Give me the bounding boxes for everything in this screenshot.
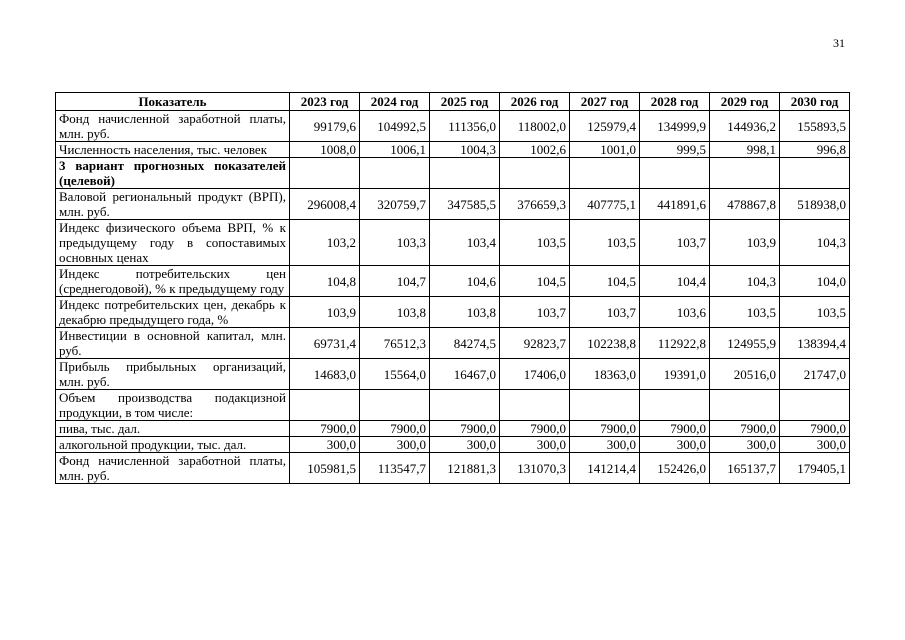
value-cell: 92823,7 [500,328,570,359]
table-row [56,421,850,437]
value-cell: 407775,1 [570,189,640,220]
value-cell [780,158,850,189]
value-cell: 7900,0 [710,421,780,437]
value-cell: 84274,5 [430,328,500,359]
value-cell: 1004,3 [430,142,500,158]
table-body [56,111,850,484]
value-cell: 999,5 [640,142,710,158]
value-cell: 998,1 [710,142,780,158]
value-cell: 103,7 [570,297,640,328]
table-header [56,93,850,111]
column-header-year: 2025 год [430,93,500,111]
value-cell: 478867,8 [710,189,780,220]
value-cell: 103,5 [570,220,640,266]
value-cell: 7900,0 [360,421,430,437]
value-cell: 21747,0 [780,359,850,390]
value-cell: 518938,0 [780,189,850,220]
value-cell: 134999,9 [640,111,710,142]
row-label: Фонд начисленной заработной платы, млн. руб. [56,453,290,484]
value-cell [360,390,430,421]
value-cell: 103,5 [500,220,570,266]
value-cell: 104,5 [500,266,570,297]
row-label: Фонд начисленной заработной платы, млн. руб. [56,111,290,142]
value-cell: 300,0 [290,437,360,453]
column-header-year: 2028 год [640,93,710,111]
table-row [56,220,850,266]
value-cell: 76512,3 [360,328,430,359]
value-cell: 16467,0 [430,359,500,390]
value-cell [500,158,570,189]
row-label: 3 вариант прогнозных показателей (целевой) [56,158,290,189]
table-row [56,297,850,328]
value-cell: 7900,0 [640,421,710,437]
column-header-year: 2023 год [290,93,360,111]
value-cell [640,390,710,421]
value-cell: 104,7 [360,266,430,297]
value-cell: 152426,0 [640,453,710,484]
value-cell: 104,8 [290,266,360,297]
value-cell: 104,3 [780,220,850,266]
value-cell: 103,7 [500,297,570,328]
column-header-year: 2029 год [710,93,780,111]
value-cell: 105981,5 [290,453,360,484]
value-cell: 300,0 [500,437,570,453]
value-cell: 300,0 [640,437,710,453]
value-cell: 103,3 [360,220,430,266]
table-row [56,328,850,359]
value-cell: 14683,0 [290,359,360,390]
value-cell: 1006,1 [360,142,430,158]
value-cell: 7900,0 [570,421,640,437]
value-cell: 296008,4 [290,189,360,220]
value-cell: 103,8 [360,297,430,328]
value-cell: 104,6 [430,266,500,297]
value-cell: 7900,0 [290,421,360,437]
value-cell [500,390,570,421]
value-cell: 144936,2 [710,111,780,142]
value-cell: 7900,0 [780,421,850,437]
value-cell [360,158,430,189]
table-row [56,453,850,484]
value-cell: 113547,7 [360,453,430,484]
value-cell: 7900,0 [430,421,500,437]
value-cell [710,390,780,421]
table-row [56,359,850,390]
value-cell [710,158,780,189]
value-cell: 103,4 [430,220,500,266]
value-cell: 104992,5 [360,111,430,142]
value-cell: 112922,8 [640,328,710,359]
value-cell: 441891,6 [640,189,710,220]
value-cell: 15564,0 [360,359,430,390]
value-cell [430,158,500,189]
value-cell: 103,6 [640,297,710,328]
value-cell: 69731,4 [290,328,360,359]
row-label: Объем производства подакцизной продукции, в том числе: [56,390,290,421]
value-cell: 1002,6 [500,142,570,158]
table-row [56,266,850,297]
value-cell: 103,8 [430,297,500,328]
row-label: Индекс потребительских цен (среднегодовой), % к предыдущему году [56,266,290,297]
value-cell: 155893,5 [780,111,850,142]
value-cell [570,158,640,189]
value-cell: 165137,7 [710,453,780,484]
row-label: алкогольной продукции, тыс. дал. [56,437,290,453]
value-cell [430,390,500,421]
value-cell: 124955,9 [710,328,780,359]
value-cell: 103,9 [710,220,780,266]
value-cell: 102238,8 [570,328,640,359]
row-label: Валовой региональный продукт (ВРП), млн. руб. [56,189,290,220]
value-cell: 300,0 [710,437,780,453]
value-cell: 996,8 [780,142,850,158]
value-cell: 99179,6 [290,111,360,142]
value-cell: 125979,4 [570,111,640,142]
row-label: Инвестиции в основной капитал, млн. руб. [56,328,290,359]
column-header-year: 2027 год [570,93,640,111]
value-cell: 7900,0 [500,421,570,437]
value-cell: 103,7 [640,220,710,266]
row-label: Численность населения, тыс. человек [56,142,290,158]
column-header-year: 2024 год [360,93,430,111]
value-cell [290,390,360,421]
value-cell: 320759,7 [360,189,430,220]
value-cell: 19391,0 [640,359,710,390]
table-row [56,437,850,453]
value-cell [780,390,850,421]
value-cell: 1008,0 [290,142,360,158]
table-row [56,189,850,220]
section-row [56,158,850,189]
value-cell: 141214,4 [570,453,640,484]
value-cell: 138394,4 [780,328,850,359]
value-cell [570,390,640,421]
page-number: 31 [833,36,845,50]
table-row [56,111,850,142]
row-label: пива, тыс. дал. [56,421,290,437]
value-cell [640,158,710,189]
value-cell: 131070,3 [500,453,570,484]
table-row [56,142,850,158]
column-header-indicator: Показатель [56,93,290,111]
value-cell: 1001,0 [570,142,640,158]
value-cell: 104,4 [640,266,710,297]
value-cell: 103,2 [290,220,360,266]
row-label: Прибыль прибыльных организаций, млн. руб. [56,359,290,390]
row-label: Индекс потребительских цен, декабрь к декабрю предыдущего года, % [56,297,290,328]
value-cell: 347585,5 [430,189,500,220]
value-cell: 300,0 [430,437,500,453]
row-label: Индекс физического объема ВРП, % к предыдущему году в сопоставимых основных ценах [56,220,290,266]
value-cell: 376659,3 [500,189,570,220]
value-cell: 104,3 [710,266,780,297]
value-cell: 17406,0 [500,359,570,390]
forecast-table [55,92,850,484]
header-row [56,93,850,111]
value-cell: 300,0 [780,437,850,453]
value-cell: 104,5 [570,266,640,297]
value-cell: 300,0 [570,437,640,453]
value-cell: 118002,0 [500,111,570,142]
table-row [56,390,850,421]
value-cell: 300,0 [360,437,430,453]
value-cell: 111356,0 [430,111,500,142]
value-cell: 121881,3 [430,453,500,484]
value-cell: 18363,0 [570,359,640,390]
column-header-year: 2030 год [780,93,850,111]
value-cell: 20516,0 [710,359,780,390]
column-header-year: 2026 год [500,93,570,111]
value-cell: 103,9 [290,297,360,328]
value-cell [290,158,360,189]
value-cell: 179405,1 [780,453,850,484]
value-cell: 103,5 [780,297,850,328]
value-cell: 103,5 [710,297,780,328]
value-cell: 104,0 [780,266,850,297]
